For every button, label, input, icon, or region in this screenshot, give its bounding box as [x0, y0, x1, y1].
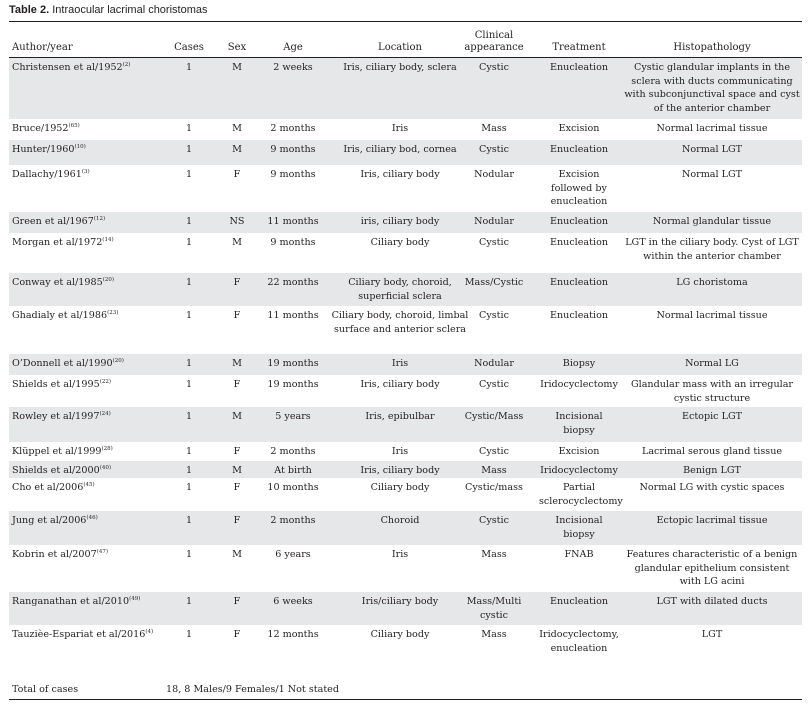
table-row	[9, 165, 802, 212]
cell-treatment: Enucleation	[549, 596, 609, 607]
table-row	[9, 407, 802, 442]
cell-location: Iris	[391, 549, 409, 560]
cell-histopathology: Features characteristic of a benign glandular epithelium consistent with LG acini	[626, 549, 798, 587]
cell-clinical: Mass/Multi cystic	[466, 596, 522, 621]
cell-treatment: Enucleation	[549, 216, 609, 227]
cell-author: Hunter/1960$^{(10)}$	[12, 144, 86, 155]
cell-cases: 1	[185, 515, 193, 526]
cell-location: Iris	[391, 123, 409, 134]
table-row	[9, 545, 802, 592]
cell-clinical: Cystic	[479, 310, 509, 321]
cell-location: Ciliary body	[370, 237, 430, 248]
cell-author: Conway et al/1985$^{(20)}$	[12, 277, 115, 288]
cell-cases: 1	[185, 596, 193, 607]
table-row	[9, 592, 802, 625]
cell-treatment: Enucleation	[549, 277, 609, 288]
cell-histopathology: Normal LG with cystic spaces	[639, 482, 785, 493]
cell-cases: 1	[185, 123, 193, 134]
cell-sex: M	[232, 549, 242, 560]
cell-age: 2 weeks	[273, 62, 313, 73]
cell-age: 19 months	[267, 358, 319, 369]
cell-cases: 1	[185, 169, 193, 180]
cell-location: Iris	[391, 358, 409, 369]
cell-histopathology: Ectopic LGT	[681, 411, 743, 422]
table-body	[9, 58, 802, 661]
cell-author: Bruce/1952$^{(65)}$	[12, 123, 80, 134]
cell-clinical: Nodular	[474, 216, 514, 227]
cell-clinical: Mass	[481, 549, 507, 560]
cell-location: Iris, ciliary body	[360, 169, 440, 180]
cell-histopathology: Normal LGT	[681, 144, 743, 155]
cell-sex: M	[232, 62, 242, 73]
cell-age: 10 months	[267, 482, 319, 493]
cell-cases: 1	[185, 629, 193, 640]
header-author: Author/year	[12, 42, 73, 53]
cell-clinical: Cystic/Mass	[464, 411, 524, 422]
cell-cases: 1	[185, 482, 193, 493]
cell-age: 5 years	[275, 411, 311, 422]
cell-histopathology: Normal LG	[685, 358, 739, 369]
cell-treatment: Enucleation	[549, 310, 609, 321]
cell-treatment: Enucleation	[549, 144, 609, 155]
cell-location: Iris, ciliary body	[360, 379, 440, 390]
cell-sex: F	[233, 629, 241, 640]
cell-location: Iris	[391, 446, 409, 457]
cell-clinical: Nodular	[474, 169, 514, 180]
table-row	[9, 273, 802, 306]
table-label: Table 2.	[9, 4, 50, 16]
table-row	[9, 306, 802, 354]
cell-author: Klüppel et al/1999$^{(28)}$	[12, 446, 113, 457]
cell-histopathology: LGT with dilated ducts	[656, 596, 768, 607]
table-header	[9, 24, 802, 56]
cell-age: 9 months	[270, 169, 316, 180]
cell-cases: 1	[185, 310, 193, 321]
cell-location: Ciliary body	[370, 482, 430, 493]
table-row	[9, 58, 802, 119]
table-title: Intraocular lacrimal choristomas	[49, 4, 208, 16]
cell-location: Iris, ciliary body	[360, 465, 440, 476]
cell-author: Ghadialy et al/1986$^{(23)}$	[12, 310, 119, 321]
cell-clinical: Cystic	[479, 446, 509, 457]
cell-treatment: Partial sclerocyclectomy	[539, 482, 623, 507]
cell-clinical: Cystic	[479, 62, 509, 73]
cell-sex: M	[232, 123, 242, 134]
cell-age: 11 months	[267, 310, 319, 321]
cell-author: Jung et al/2006$^{(46)}$	[12, 515, 98, 526]
cell-histopathology: Normal LGT	[681, 169, 743, 180]
total-value: 18, 8 Males/9 Females/1 Not stated	[166, 684, 339, 695]
cell-cases: 1	[185, 144, 193, 155]
cell-author: Shields et al/2000$^{(40)}$	[12, 465, 111, 476]
cell-sex: F	[233, 596, 241, 607]
cell-sex: M	[232, 358, 242, 369]
cell-author: Kobrin et al/2007$^{(47)}$	[12, 549, 109, 560]
cell-location: Ciliary body	[370, 629, 430, 640]
header-treatment: Treatment	[552, 42, 606, 53]
top-rule	[9, 21, 802, 22]
cell-author: Cho et al/2006$^{(45)}$	[12, 482, 95, 493]
cell-author: Shields et al/1995$^{(22)}$	[12, 379, 111, 390]
cell-age: 2 months	[270, 123, 316, 134]
cell-clinical: Cystic	[479, 379, 509, 390]
cell-histopathology: Benign LGT	[683, 465, 741, 476]
cell-author: Rowley et al/1997$^{(24)}$	[12, 411, 111, 422]
table-row	[9, 212, 802, 233]
cell-sex: M	[232, 465, 242, 476]
cell-treatment: Biopsy	[562, 358, 596, 369]
cell-author: Tauzièe-Espariat et al/2016$^{(4)}$	[12, 629, 154, 640]
cell-cases: 1	[185, 446, 193, 457]
table-row	[9, 354, 802, 375]
cell-histopathology: Normal glandular tissue	[652, 216, 772, 227]
cell-treatment: Enucleation	[549, 62, 609, 73]
cell-age: At birth	[274, 465, 312, 476]
cell-sex: M	[232, 144, 242, 155]
cell-cases: 1	[185, 62, 193, 73]
cell-age: 19 months	[267, 379, 319, 390]
table-row	[9, 233, 802, 273]
cell-clinical: Cystic	[479, 515, 509, 526]
cell-age: 9 months	[270, 144, 316, 155]
cell-sex: M	[232, 237, 242, 248]
cell-treatment: Iridocyclectomy	[540, 465, 618, 476]
cell-sex: M	[232, 411, 242, 422]
cell-age: 11 months	[267, 216, 319, 227]
cell-cases: 1	[185, 411, 193, 422]
table-row	[9, 119, 802, 140]
cell-histopathology: Glandular mass with an irregular cystic structure	[630, 379, 793, 404]
cell-author: Morgan et al/1972$^{(14)}$	[12, 237, 114, 248]
bottom-rule	[9, 699, 802, 700]
cell-histopathology: LGT	[701, 629, 723, 640]
cell-histopathology: Normal lacrimal tissue	[656, 123, 768, 134]
cell-clinical: Cystic	[479, 144, 509, 155]
cell-location: Ciliary body, choroid, limbal surface and anterior sclera	[331, 310, 469, 335]
cell-age: 22 months	[267, 277, 319, 288]
cell-sex: F	[233, 446, 241, 457]
cell-sex: F	[233, 277, 241, 288]
cell-treatment: Enucleation	[549, 237, 609, 248]
cell-treatment: FNAB	[564, 549, 594, 560]
cell-author: Green et al/1967$^{(12)}$	[12, 216, 106, 227]
header-sex: Sex	[227, 42, 247, 53]
cell-location: Iris, epibulbar	[365, 411, 435, 422]
cell-treatment: Excision followed by enucleation	[550, 169, 608, 207]
cell-cases: 1	[185, 549, 193, 560]
cell-author: Ranganathan et al/2010$^{(49)}$	[12, 596, 141, 607]
cell-clinical: Mass/Cystic	[464, 277, 524, 288]
cell-age: 12 months	[267, 629, 319, 640]
header-histopathology: Histopathology	[673, 42, 751, 53]
cell-location: iris, ciliary body	[360, 216, 440, 227]
table-row	[9, 625, 802, 661]
cell-sex: F	[233, 310, 241, 321]
cell-cases: 1	[185, 216, 193, 227]
cell-histopathology: LGT in the ciliary body. Cyst of LGT within the anterior chamber	[625, 237, 799, 262]
cell-sex: F	[233, 169, 241, 180]
cell-author: O’Donnell et al/1990$^{(20)}$	[12, 358, 124, 369]
table-row	[9, 478, 802, 511]
cell-cases: 1	[185, 358, 193, 369]
table-row	[9, 442, 802, 461]
cell-treatment: Incisional biopsy	[555, 411, 603, 436]
table-caption	[9, 4, 208, 16]
cell-clinical: Mass	[481, 629, 507, 640]
cell-treatment: Excision	[558, 446, 600, 457]
cell-location: Ciliary body, choroid, superficial sclera	[348, 277, 452, 302]
cell-cases: 1	[185, 379, 193, 390]
cell-cases: 1	[185, 237, 193, 248]
cell-histopathology: Lacrimal serous gland tissue	[641, 446, 783, 457]
table-row	[9, 461, 802, 478]
table-row	[9, 375, 802, 407]
cell-location: Iris, ciliary bod, cornea	[343, 144, 457, 155]
cell-age: 2 months	[270, 446, 316, 457]
cell-clinical: Mass	[481, 465, 507, 476]
header-cases: Cases	[174, 42, 204, 53]
cell-age: 9 months	[270, 237, 316, 248]
cell-age: 6 years	[275, 549, 311, 560]
cell-sex: F	[233, 379, 241, 390]
cell-histopathology: Normal lacrimal tissue	[656, 310, 768, 321]
cell-location: Choroid	[380, 515, 420, 526]
table-row	[9, 140, 802, 165]
cell-clinical: Nodular	[474, 358, 514, 369]
cell-treatment: Incisional biopsy	[555, 515, 603, 540]
cell-cases: 1	[185, 465, 193, 476]
cell-histopathology: Cystic glandular implants in the sclera with ducts communicating with subconjunctival space and cyst of the anterior chamber	[624, 62, 800, 114]
cell-clinical: Mass	[481, 123, 507, 134]
cell-author: Dallachy/1961$^{(3)}$	[12, 169, 90, 180]
cell-sex: NS	[229, 216, 245, 227]
cell-treatment: Iridocyclectomy, enucleation	[539, 629, 619, 654]
table-row	[9, 511, 802, 545]
cell-cases: 1	[185, 277, 193, 288]
cell-histopathology: Ectopic lacrimal tissue	[656, 515, 768, 526]
header-age: Age	[283, 42, 303, 53]
cell-age: 6 weeks	[273, 596, 313, 607]
cell-treatment: Iridocyclectomy	[540, 379, 618, 390]
cell-age: 2 months	[270, 515, 316, 526]
cell-location: Iris/ciliary body	[361, 596, 439, 607]
total-label: Total of cases	[12, 684, 79, 695]
header-clinical-appearance: Clinical appearance	[464, 30, 524, 53]
cell-histopathology: LG choristoma	[676, 277, 748, 288]
cell-sex: F	[233, 515, 241, 526]
header-location: Location	[378, 42, 422, 53]
cell-clinical: Cystic	[479, 237, 509, 248]
cell-location: Iris, ciliary body, sclera	[343, 62, 457, 73]
cell-clinical: Cystic/mass	[465, 482, 523, 493]
cell-treatment: Excision	[558, 123, 600, 134]
cell-author: Christensen et al/1952$^{(2)}$	[12, 62, 131, 73]
cell-sex: F	[233, 482, 241, 493]
